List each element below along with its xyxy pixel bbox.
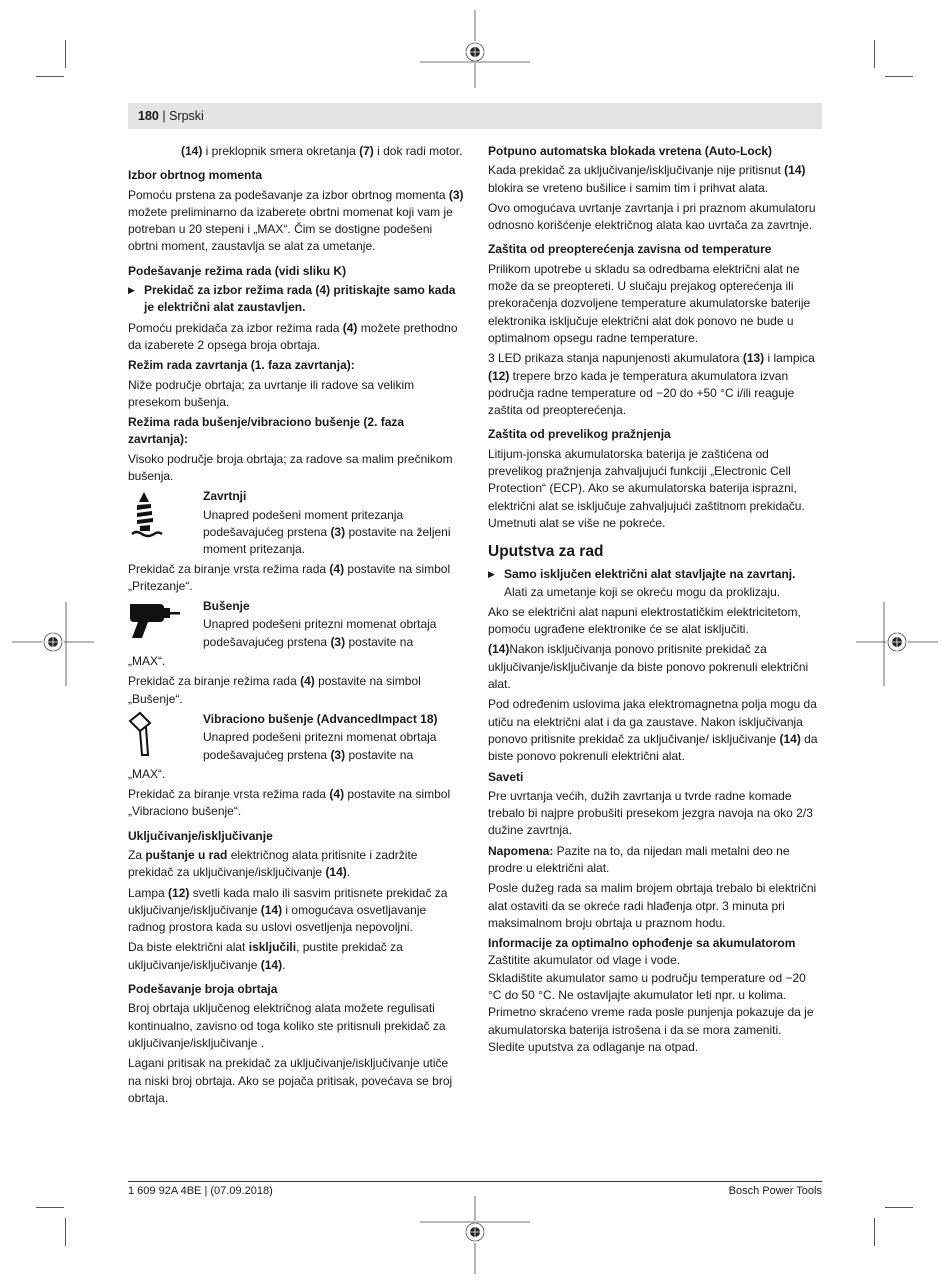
registration-mark-icon <box>420 1194 530 1274</box>
section-heading: Podešavanje režima rada (vidi sliku K) <box>128 263 347 278</box>
hammer-icon <box>128 711 180 763</box>
paragraph: Lampa (12) svetli kada malo ili sasvim pritisnete prekidač za uključivanje/isključivanje (14) i omogućava osvetljavanje radnog prostora kada su uslovi osvetljenja nepovoljni. <box>128 885 448 935</box>
paragraph: Pod određenim uslovima jaka elektromagnetna polja mogu da utiču na električni alat i da ga zaustave. Nakon isključivanja ponovo pritisnite prekidač za uključivanje/ isključivanje (14) da biste ponovo pokrenuli električni alat. <box>488 697 818 764</box>
footer-doc-id: 1 609 92A 4BE | (07.09.2018) <box>128 1185 273 1197</box>
paragraph: „MAX“. <box>128 766 166 781</box>
paragraph: Pre uvrtanja većih, dužih zavrtanja u tvrde radne komade trebalo bi najpre probušiti presekom jezgra navoja na oko 2/3 dužine zavrtnja. <box>488 788 813 838</box>
paragraph: „MAX“. <box>128 654 166 669</box>
footer-brand: Bosch Power Tools <box>728 1185 822 1197</box>
crop-mark <box>874 1218 875 1246</box>
paragraph: Napomena: Pazite na to, da nijedan mali metalni deo ne prodre u električni alat. <box>488 843 790 875</box>
section-heading: Zaštita od prevelikog pražnjenja <box>488 427 671 442</box>
mode-description: Unapred podešeni pritezni momenat obrtaja podešavajućeg prstena (3) postavite na <box>203 617 437 649</box>
intro-continuation: (14) i preklopnik smera okretanja (7) i dok radi motor. <box>181 144 463 158</box>
page-header <box>128 103 822 129</box>
crop-mark <box>65 1218 66 1246</box>
mode-title: Zavrtnji <box>203 489 247 504</box>
crop-mark <box>65 40 66 68</box>
paragraph: Primetno skraćeno vreme rada posle punjenja pokazuje da je akumulatorska baterija istrošena i da se mora zameniti. <box>488 1005 814 1037</box>
registration-mark-icon <box>420 10 530 90</box>
header-language: Srpski <box>169 109 204 123</box>
paragraph: Posle dužeg rada sa malim brojem obrtaja trebalo bi električni alat ostaviti da se okreće radi hlađenja otpr. 3 minuta pri maksimalnom broju obrtaja u praznom hodu. <box>488 881 817 930</box>
paragraph: Kada prekidač za uključivanje/isključivanje nije pritisnut (14) blokira se vreteno bušilice i samim tim i prihvat alata. <box>488 163 806 195</box>
right-column <box>488 143 822 1056</box>
registration-mark-icon <box>8 600 98 690</box>
paragraph: Skladištite akumulator samo u području temperature od −20 °C do 50 °C. Ne ostavljajte akumulator leti npr. u kolima. <box>488 970 806 1003</box>
mode-title: Bušenje <box>203 599 250 614</box>
section-heading: Saveti <box>488 769 524 784</box>
section-heading: Režima rada bušenje/vibraciono bušenje (2. faza zavrtanja): <box>128 415 405 447</box>
paragraph: Ako se električni alat napuni elektrostatičkim elektricitetom, pomoću ugrađene elektronike će se alat isključiti. <box>488 604 801 637</box>
mode-description: Unapred podešeni moment pritezanja podešavajućeg prstena (3) postavite na željeni moment pritezanja. <box>203 507 451 557</box>
section-heading: Zaštita od preopterećenja zavisna od temperature <box>488 242 772 257</box>
header-text <box>138 108 204 124</box>
page-number: 180 <box>138 109 159 123</box>
mode-screw <box>128 488 464 558</box>
crop-mark <box>874 40 875 68</box>
paragraph: Sledite uputstva za odlaganje na otpad. <box>488 1039 699 1054</box>
bullet-item: ▶ Samo isključen električni alat stavljajte na zavrtanj. Alati za umetanje koji se okreću mogu da proklizaju. <box>488 566 822 601</box>
mode-description: Unapred podešeni pritezni momenat obrtaja podešavajućeg prstena (3) postavite na <box>203 730 437 762</box>
section-heading: Uključivanje/isključivanje <box>128 828 273 843</box>
screw-icon <box>128 488 180 540</box>
paragraph: 3 LED prikaza stanja napunjenosti akumulatora (13) i lampica (12) trepere brzo kada je temperatura akumulatora izvan područja radne temperature od −20 do +50 °C i/ili reaguje zaštita od preopterećenja. <box>488 351 815 418</box>
crop-mark <box>36 76 64 77</box>
paragraph: Pomoću prekidača za izbor režima rada (4) možete prethodno da izaberete 2 opsega broja obrtaja. <box>128 320 458 352</box>
bullet-item: ▶ Prekidač za izbor režima rada (4) pritiskajte samo kada je električni alat zaustavljen. <box>128 282 464 317</box>
section-heading: Potpuno automatska blokada vretena (Auto-Lock) <box>488 144 773 158</box>
paragraph: Pomoću prstena za podešavanje za izbor obrtnog momenta (3) možete preliminarno da izaberete obrtni momenat koji vam je potreban u 20 stepeni i „MAX“. Čim se dostigne podešeni obrtni moment, zaustavlja se alat za umetanje. <box>128 187 464 254</box>
paragraph: Za puštanje u rad električnog alata pritisnite i zadržite prekidač za uključivanje/isključivanje (14). <box>128 847 418 880</box>
paragraph: Litijum-jonska akumulatorska baterija je zaštićena od prevelikog pražnjenja zahvaljujući funkciji „Electronic Cell Protection“ (ECP). Ako se akumulatorska baterija isprazni, električni alat se isključuje zahvaljujući zaštitnom prekidaču. Umetnuti alat se više ne pokreće. <box>488 446 805 530</box>
mode-title: Vibraciono bušenje (AdvancedImpact 18) <box>203 711 438 726</box>
paragraph: Prekidač za biranje režima rada (4) postavite na simbol „Bušenje“. <box>128 674 421 706</box>
crop-mark <box>885 1207 913 1208</box>
paragraph: Visoko područje broja obrtaja; za radove sa malim prečnikom bušenja. <box>128 451 453 484</box>
mode-drill <box>128 598 464 651</box>
left-column <box>128 143 464 1110</box>
paragraph: Broj obrtaja uključenog električnog alata možete regulisati kontinualno, zavisno od toga koliko ste pritisnuli prekidač za uključivanje/isključivanje . <box>128 1001 446 1050</box>
footer-divider <box>128 1181 822 1182</box>
drill-icon <box>128 598 180 650</box>
section-heading: Podešavanje broja obrtaja <box>128 982 278 997</box>
header-separator: | <box>162 109 166 123</box>
paragraph: Prekidač za biranje vrsta režima rada (4) postavite na simbol „Pritezanje“. <box>128 561 451 593</box>
paragraph: Prilikom upotrebe u skladu sa odredbama električni alat ne može da se preoptereti. U slučaju prejakog opterećenja ili prekoračenja dozvoljene temperature akumulatorske baterije elektronika isključuje električni alat dok ponovo ne bude u optimalnom opsegu radne temperature. <box>488 261 811 345</box>
paragraph: (14)Nakon isključivanja ponovo pritisnite prekidač za uključivanje/isključivanje da biste ponovo pokrenuli električni alat. <box>488 642 809 692</box>
registration-mark-icon <box>852 600 942 690</box>
paragraph: Da biste električni alat isključili, pustite prekidač za uključivanje/isključivanje (14). <box>128 940 403 972</box>
section-heading: Režim rada zavrtanja (1. faza zavrtanja): <box>128 358 355 373</box>
section-heading: Informacije za optimalno ophođenje sa akumulatorom <box>488 936 796 951</box>
crop-mark <box>885 76 913 77</box>
mode-impact <box>128 711 464 764</box>
paragraph: Niže područje obrtaja; za uvrtanje ili radove sa velikim presekom bušenja. <box>128 377 415 409</box>
section-heading: Izbor obrtnog momenta <box>128 168 262 183</box>
crop-mark <box>36 1207 64 1208</box>
paragraph: Prekidač za biranje vrsta režima rada (4) postavite na simbol „Vibraciono bušenje“. <box>128 787 451 819</box>
paragraph: Lagani pritisak na prekidač za uključivanje/isključivanje utiče na niski broj obrtaja. Ako se pojača pritisak, povećava se broj obrtaja. <box>128 1056 453 1105</box>
chapter-heading: Uputstva za rad <box>488 543 604 561</box>
paragraph: Ovo omogućava uvrtanje zavrtanja i pri praznom akumulatoru odnosno korišćenje električnog alata kao uvrtača za zavrtnje. <box>488 200 816 233</box>
paragraph: Zaštitite akumulator od vlage i vode. <box>488 953 681 968</box>
